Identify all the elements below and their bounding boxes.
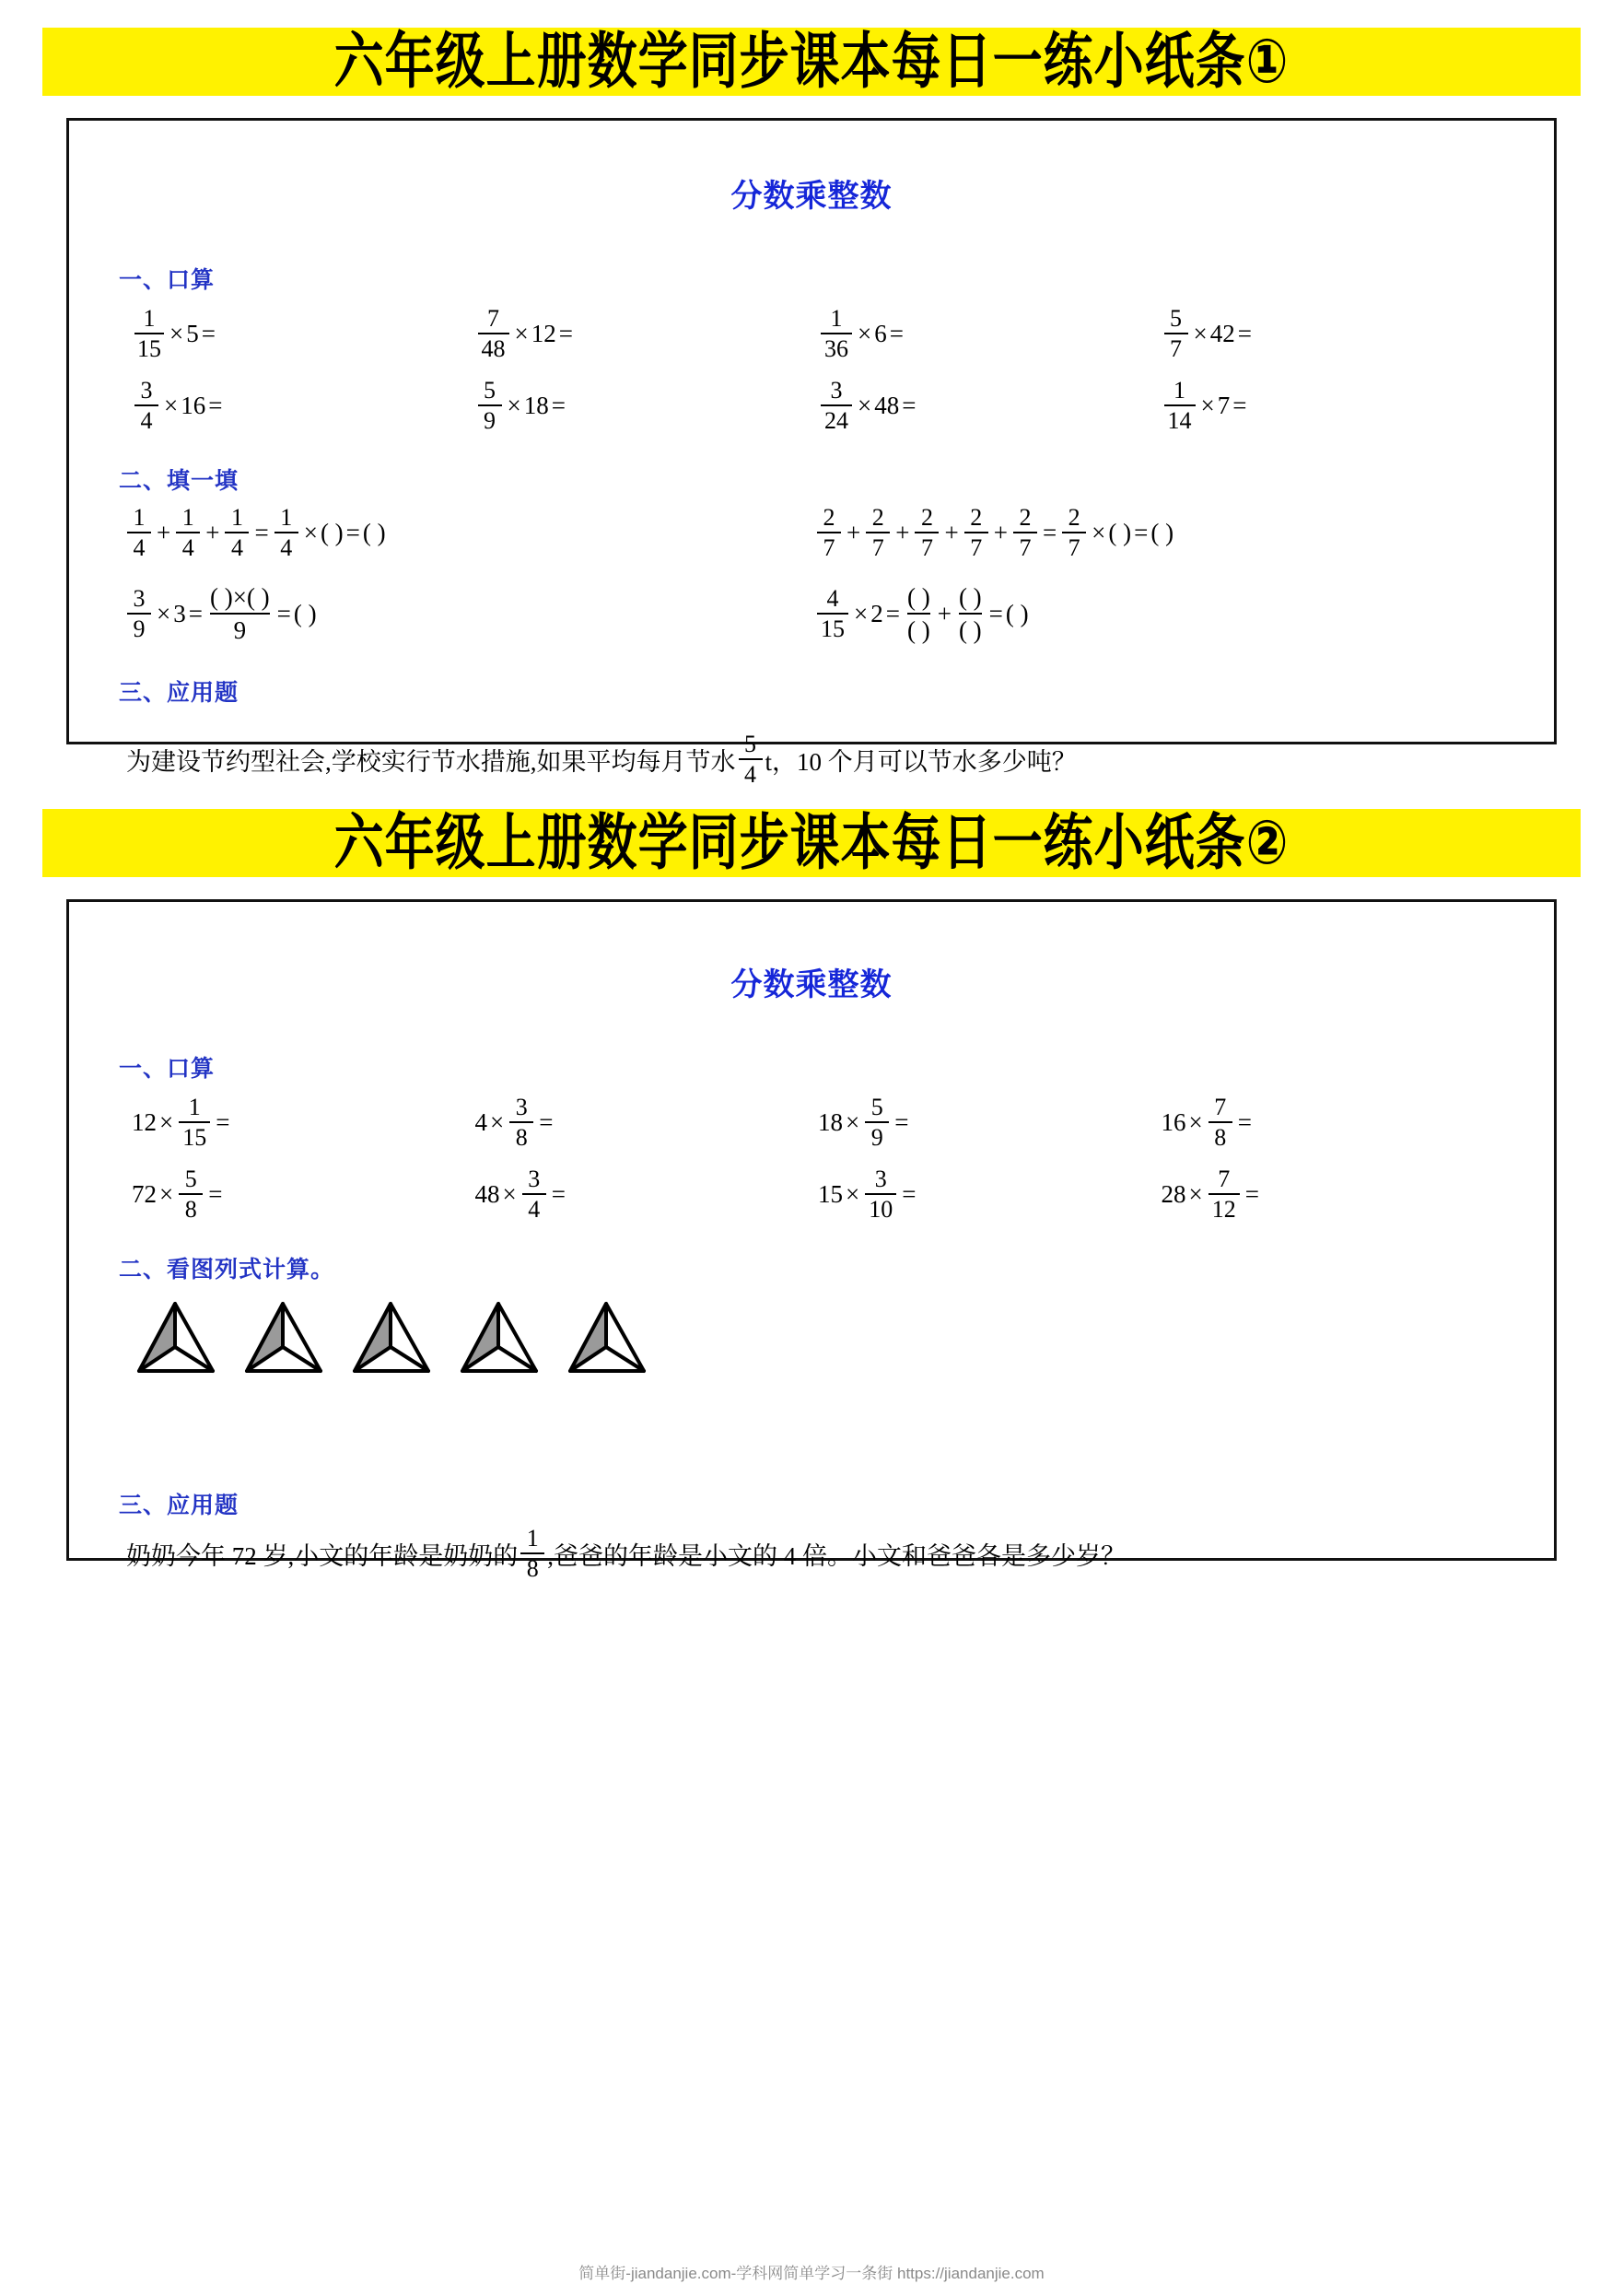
word-problem-2	[119, 1526, 1504, 1581]
denominator: 7	[1068, 534, 1080, 562]
oral-problem	[132, 378, 475, 435]
multiplier: 2	[870, 599, 883, 627]
math-expression	[818, 1095, 911, 1150]
oral-problem	[1162, 1095, 1505, 1152]
equals-sign: =	[188, 599, 203, 627]
spacer	[119, 1224, 1504, 1251]
math-expression	[132, 378, 225, 433]
answer-blank[interactable]: ( )	[958, 583, 982, 611]
triangle-icon	[239, 1301, 327, 1376]
blank-fraction	[959, 584, 982, 644]
factor: 16	[181, 391, 206, 419]
fraction	[964, 505, 988, 560]
oral-problem	[132, 1166, 475, 1224]
oral-calc-grid-2	[119, 1095, 1504, 1224]
fill-problem	[814, 505, 1504, 568]
plus-sign: +	[205, 518, 220, 546]
times-sign: ×	[1188, 1107, 1203, 1136]
factor: 7	[1217, 391, 1231, 419]
denominator: 7	[871, 534, 884, 562]
numerator: 7	[1214, 1094, 1227, 1120]
oral-problem	[1162, 378, 1505, 435]
whole-number: 18	[818, 1107, 843, 1136]
equals-sign: =	[894, 1107, 909, 1136]
denominator: 9	[870, 1124, 883, 1152]
math-expression	[132, 306, 218, 361]
fraction	[915, 505, 939, 560]
times-sign: ×	[846, 1107, 860, 1136]
equals-sign: =	[216, 1107, 230, 1136]
equals-sign: =	[889, 319, 904, 347]
times-sign: ×	[854, 599, 869, 627]
numerator: 3	[133, 585, 146, 613]
oral-problem	[818, 1166, 1162, 1224]
fraction-bar	[509, 1121, 533, 1123]
fraction	[134, 306, 164, 361]
worksheet-page-2	[0, 744, 1623, 1583]
fraction	[225, 505, 249, 560]
oral-problem	[475, 378, 819, 435]
numerator: 1	[181, 504, 194, 531]
numerator: 2	[823, 504, 835, 531]
fraction-bar	[127, 532, 151, 533]
numerator: 4	[826, 585, 839, 613]
triangle-figure-row	[119, 1301, 1504, 1376]
denominator: 48	[481, 335, 506, 363]
fraction-bar	[821, 404, 852, 406]
math-expression	[818, 306, 906, 361]
math-expression	[132, 1166, 225, 1222]
fraction-bar	[134, 404, 158, 406]
fraction-bar	[127, 613, 151, 615]
fraction	[865, 1095, 889, 1150]
answer-blank[interactable]: ( )	[246, 583, 270, 611]
fraction-bar	[225, 532, 249, 533]
answer-blank[interactable]: ( )	[906, 616, 930, 645]
worksheet-page-1	[0, 0, 1623, 789]
footer-watermark: 简单街-jiandanjie.com-学科网简单学习一条街 https://jiandanjie.com	[578, 2265, 1045, 2282]
equals-sign: =	[902, 391, 917, 419]
factor: 48	[874, 391, 900, 419]
oral-problem	[818, 1095, 1162, 1152]
fraction-bar	[964, 532, 988, 533]
fraction-bar	[865, 1193, 896, 1195]
equals-sign: =	[276, 599, 291, 627]
equals-sign: =	[208, 1179, 223, 1208]
fraction-bar	[176, 532, 200, 533]
fill-problem	[124, 505, 814, 568]
times-sign: ×	[159, 1107, 174, 1136]
fraction	[509, 1095, 533, 1150]
factor: 42	[1209, 319, 1235, 347]
fill-problem	[124, 584, 814, 647]
operator: ×	[858, 391, 872, 419]
times-sign: ×	[846, 1179, 860, 1208]
plus-sign: +	[847, 518, 861, 546]
fraction	[821, 306, 852, 361]
denominator: 4	[140, 407, 153, 435]
denominator: 7	[1170, 335, 1182, 363]
times-sign: ×	[1092, 518, 1106, 546]
denominator: 8	[515, 1124, 528, 1152]
answer-blank[interactable]: ( )	[1108, 518, 1132, 546]
numerator: 1	[188, 1094, 201, 1120]
numerator: 5	[870, 1094, 883, 1120]
numerator: 5	[1170, 305, 1182, 332]
equals-sign: =	[558, 319, 573, 347]
math-expression	[475, 1166, 568, 1222]
numerator: 1	[526, 1525, 539, 1552]
top-spacer	[0, 0, 1623, 28]
fraction	[520, 1526, 544, 1581]
triangle-icon	[347, 1301, 435, 1376]
math-expression	[814, 505, 1173, 560]
triangle-icon	[563, 1301, 650, 1376]
oral-problem	[475, 1095, 819, 1152]
oral-problem	[475, 1166, 819, 1224]
fraction-bar	[866, 532, 890, 533]
answer-blank[interactable]: ( )	[1005, 599, 1029, 627]
page-gap	[0, 744, 1623, 809]
whole-number: 12	[132, 1107, 157, 1136]
denominator: 10	[869, 1196, 893, 1224]
problem-text-before: 为建设节约型社会,学校实行节水措施,如果平均每月节水	[126, 747, 736, 776]
oral-problem	[132, 1095, 475, 1152]
times-sign: ×	[159, 1179, 174, 1208]
denominator: 4	[744, 761, 756, 789]
fraction-bar	[522, 1193, 546, 1195]
fraction	[1062, 505, 1086, 560]
banner-2	[42, 809, 1581, 877]
fraction	[179, 1166, 203, 1222]
fraction-bar	[907, 613, 930, 615]
math-expression	[1162, 378, 1250, 433]
fraction-bar	[1208, 1121, 1232, 1123]
math-expression	[475, 378, 568, 433]
equals-sign: =	[254, 518, 269, 546]
section-heading-fill-1: 二、填一填	[119, 468, 239, 494]
fraction-bar	[1164, 404, 1196, 406]
numerator: 3	[528, 1166, 541, 1192]
whole-number: 72	[132, 1179, 157, 1208]
denominator: 7	[920, 534, 933, 562]
fraction-bar	[1013, 532, 1037, 533]
answer-blank[interactable]: ( )	[906, 583, 930, 611]
fraction-bar	[817, 532, 841, 533]
denominator: 15	[182, 1124, 207, 1152]
numerator: 3	[140, 377, 153, 404]
denominator: 36	[824, 335, 848, 363]
banner-1	[42, 28, 1581, 96]
plus-sign: +	[895, 518, 910, 546]
blank-fraction	[210, 584, 270, 644]
fraction	[866, 505, 890, 560]
fraction-bar	[478, 404, 502, 406]
math-expression	[814, 584, 1029, 644]
denominator: 8	[1214, 1124, 1227, 1152]
fraction	[478, 306, 509, 361]
section-heading-oral-1: 一、口算	[119, 267, 216, 293]
numerator: 5	[484, 377, 496, 404]
equals-sign: =	[1237, 1107, 1252, 1136]
whole-number: 4	[474, 1107, 487, 1136]
section-heading-oral-2: 一、口算	[119, 1056, 216, 1082]
numerator: 3	[874, 1166, 887, 1192]
numerator: 2	[920, 504, 933, 531]
numerator: 2	[871, 504, 884, 531]
worksheet-box-1	[66, 118, 1557, 789]
fraction	[478, 378, 502, 433]
math-expression	[475, 1095, 556, 1150]
factor: 5	[186, 319, 199, 347]
oral-problem	[818, 378, 1162, 435]
spacer	[119, 435, 1504, 463]
multiplier: 3	[173, 599, 186, 627]
factor: 12	[531, 319, 556, 347]
problem-text-after: ,爸爸的年龄是小文的 4 倍。小文和爸爸各是多少岁？	[547, 1541, 1126, 1570]
fraction	[179, 1095, 210, 1150]
plus-sign: +	[157, 518, 171, 546]
section-heading-figure-2: 二、看图列式计算。	[119, 1257, 335, 1283]
numerator: 1	[1173, 377, 1185, 404]
denominator: 4	[181, 534, 194, 562]
fraction-bar	[1164, 333, 1188, 334]
spacer	[119, 221, 1504, 262]
fraction-bar	[179, 1193, 203, 1195]
plus-sign: +	[944, 518, 959, 546]
math-expression	[1162, 306, 1255, 361]
fraction	[817, 586, 848, 641]
worksheet-box-2	[66, 899, 1557, 1583]
numerator: 1	[133, 504, 146, 531]
whole-number: 16	[1161, 1107, 1186, 1136]
math-expression	[132, 1095, 232, 1150]
answer-blank[interactable]: ( )	[1150, 518, 1174, 546]
times-sign: ×	[303, 518, 318, 546]
equals-sign: =	[539, 1107, 554, 1136]
denominator: 4	[230, 534, 243, 562]
fraction	[1208, 1095, 1232, 1150]
equals-sign: =	[551, 391, 566, 419]
equals-sign: =	[1237, 319, 1252, 347]
operator: ×	[1193, 319, 1208, 347]
equals-sign: =	[988, 599, 1003, 627]
fraction-bar	[520, 1552, 544, 1554]
whole-number: 15	[818, 1179, 843, 1208]
denominator: 7	[823, 534, 835, 562]
numerator: 1	[280, 504, 293, 531]
oral-problem	[475, 306, 819, 363]
fraction-bar	[134, 333, 164, 334]
fraction	[522, 1166, 546, 1222]
denominator: 9	[133, 615, 146, 643]
numerator: 1	[830, 305, 843, 332]
triangle-icon	[132, 1301, 219, 1376]
banner-title-1: 六年级上册数学同步课本每日一练小纸条①	[333, 28, 1290, 96]
operator: ×	[507, 391, 521, 419]
equals-sign: =	[345, 518, 360, 546]
section-heading-application-2: 三、应用题	[119, 1493, 239, 1518]
fraction	[274, 505, 298, 560]
fill-problem	[814, 584, 1504, 647]
factor: 18	[523, 391, 549, 419]
oral-calc-grid-1	[119, 306, 1504, 435]
math-expression	[818, 1166, 918, 1222]
denominator: 4	[528, 1196, 541, 1224]
times-sign: ×	[502, 1179, 517, 1208]
spacer	[119, 647, 1504, 674]
denominator: 15	[137, 335, 161, 363]
operator: ×	[1200, 391, 1215, 419]
oral-problem	[1162, 1166, 1505, 1224]
factor: 6	[874, 319, 887, 347]
oral-problem	[1162, 306, 1505, 363]
math-expression	[124, 505, 386, 560]
answer-blank[interactable]: ( )	[293, 599, 317, 627]
operator: ×	[164, 391, 179, 419]
fraction	[865, 1166, 896, 1222]
answer-blank[interactable]: ( )	[362, 518, 386, 546]
numerator: 3	[515, 1094, 528, 1120]
numerator: 2	[1068, 504, 1080, 531]
fraction	[1164, 378, 1196, 433]
denominator: 12	[1211, 1196, 1236, 1224]
numerator: 5	[184, 1166, 197, 1192]
math-expression	[124, 584, 317, 644]
sheet-title-2: 分数乘整数	[730, 967, 893, 1002]
times-sign: ×	[490, 1107, 505, 1136]
plus-sign: +	[993, 518, 1008, 546]
numerator: 3	[830, 377, 843, 404]
fraction-bar	[817, 613, 848, 615]
fraction-bar	[210, 613, 270, 615]
plus-sign: +	[937, 599, 952, 627]
fraction-bar	[915, 532, 939, 533]
section-heading-application-1: 三、应用题	[119, 680, 239, 706]
math-expression	[818, 378, 918, 433]
triangle-icon	[455, 1301, 543, 1376]
numerator: 5	[744, 731, 756, 757]
fraction	[127, 505, 151, 560]
times-sign: ×	[1188, 1179, 1203, 1208]
denominator: 9	[484, 407, 496, 435]
equals-sign: =	[551, 1179, 566, 1208]
denominator: 14	[1167, 407, 1192, 435]
fraction	[1208, 1166, 1240, 1222]
fraction-bar	[478, 333, 509, 334]
math-expression	[1162, 1095, 1255, 1150]
blank-fraction	[907, 584, 930, 644]
answer-blank[interactable]: ( )	[958, 616, 982, 645]
fraction	[127, 586, 151, 641]
fraction-bar	[1208, 1193, 1240, 1195]
fraction-bar	[274, 532, 298, 533]
answer-blank[interactable]: ( )	[320, 518, 344, 546]
fraction	[176, 505, 200, 560]
fraction	[1013, 505, 1037, 560]
oral-problem	[818, 306, 1162, 363]
whole-number: 48	[474, 1179, 500, 1208]
sheet-title-1: 分数乘整数	[730, 179, 893, 214]
numerator: 7	[487, 305, 499, 332]
equals-sign: =	[902, 1179, 917, 1208]
numerator: 2	[1019, 504, 1032, 531]
banner-title-2: 六年级上册数学同步课本每日一练小纸条②	[333, 809, 1290, 877]
denominator: 24	[824, 407, 848, 435]
equals-sign: =	[885, 599, 900, 627]
math-expression	[475, 306, 576, 361]
fraction	[817, 505, 841, 560]
times-sign: ×	[157, 599, 171, 627]
equals-sign: =	[208, 391, 223, 419]
equals-sign: =	[1244, 1179, 1259, 1208]
whole-number: 28	[1161, 1179, 1186, 1208]
numerator: 2	[970, 504, 983, 531]
denominator: 7	[1019, 534, 1032, 562]
equals-sign: =	[1042, 518, 1057, 546]
equals-sign: =	[1134, 518, 1149, 546]
operator: ×	[169, 319, 184, 347]
denominator: 8	[526, 1555, 539, 1583]
math-expression	[1162, 1166, 1262, 1222]
equals-sign: =	[201, 319, 216, 347]
fraction	[1164, 306, 1188, 361]
operator: ×	[514, 319, 529, 347]
equals-sign: =	[1232, 391, 1247, 419]
denominator: 9	[233, 616, 247, 645]
fraction-bar	[821, 333, 852, 334]
numerator: 1	[230, 504, 243, 531]
answer-space	[119, 1376, 1504, 1487]
denominator: 4	[280, 534, 293, 562]
denominator: 8	[184, 1196, 197, 1224]
answer-blank[interactable]: ( )	[209, 583, 233, 611]
numerator-blanks	[210, 584, 270, 610]
times-sign: ×	[232, 583, 247, 611]
denominator: 4	[133, 534, 146, 562]
denominator: 7	[970, 534, 983, 562]
fraction-bar	[865, 1121, 889, 1123]
operator: ×	[858, 319, 872, 347]
fill-in-grid-1	[119, 505, 1504, 647]
problem-text-before: 奶奶今年 72 岁,小文的年龄是奶奶的	[126, 1541, 519, 1570]
fraction-bar	[179, 1121, 210, 1123]
oral-problem	[132, 306, 475, 363]
numerator: 1	[143, 305, 156, 332]
denominator: 15	[821, 615, 845, 643]
spacer	[119, 1010, 1504, 1050]
fraction-bar	[1062, 532, 1086, 533]
fraction-bar	[959, 613, 982, 615]
numerator: 7	[1218, 1166, 1231, 1192]
problem-text-after: t，10 个月可以节水多少吨？	[765, 747, 1077, 776]
fraction	[134, 378, 158, 433]
fraction	[821, 378, 852, 433]
